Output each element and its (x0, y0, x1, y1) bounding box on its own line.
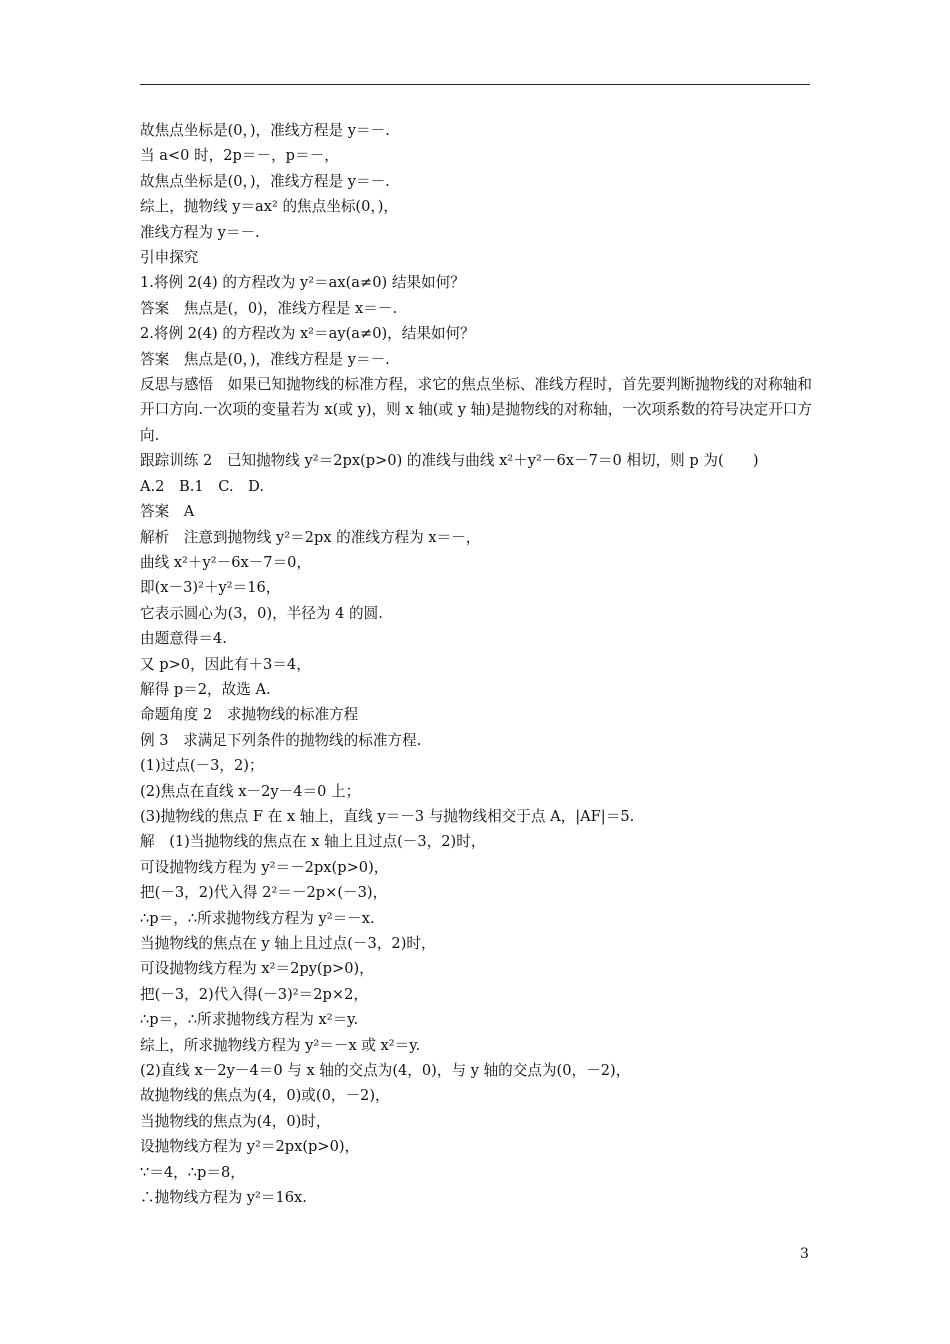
text-line: ∵＝4，∴p＝8， (140, 1163, 245, 1181)
text-line: 解 (1)当抛物线的焦点在 x 轴上且过点(－3，2)时， (140, 833, 486, 851)
text-line: 把(－3，2)代入得 2²＝－2p×(－3)， (140, 884, 388, 902)
exercise-question: 跟踪训练 2 已知抛物线 y²＝2px(p>0) 的准线与曲线 x²＋y²－6x－7＝0 相切，则 p 为( ) (140, 452, 759, 470)
section-heading: 引申探究 (140, 249, 199, 267)
text-line: 把(－3，2)代入得(－3)²＝2p×2， (140, 985, 368, 1003)
text-line: 答案 焦点是(，0)，准线方程是 x＝－. (140, 299, 398, 317)
text-line: 它表示圆心为(3，0)，半径为 4 的圆. (140, 604, 383, 622)
text-line: 当 a<0 时，2p＝－，p＝－， (140, 147, 339, 165)
section-heading: 命题角度 2 求抛物线的标准方程 (140, 706, 359, 724)
document-body (140, 118, 812, 1210)
text-line: 可设抛物线方程为 x²＝2py(p>0)， (140, 960, 374, 978)
text-line: 又 p>0，因此有＋3＝4， (140, 655, 311, 673)
text-line: 故焦点坐标是(0，)，准线方程是 y＝－. (140, 122, 390, 139)
text-line: 可设抛物线方程为 y²＝－2px(p>0)， (140, 858, 389, 876)
text-line: 答案 A (140, 503, 195, 521)
text-line: 答案 焦点是(0，)，准线方程是 y＝－. (140, 350, 390, 368)
header-rule (140, 84, 810, 85)
text-line: ∴抛物线方程为 y²＝16x. (140, 1189, 307, 1207)
page-number: 3 (800, 1246, 809, 1262)
text-line: 解得 p＝2，故选 A. (140, 680, 271, 698)
text-line: (2)焦点在直线 x－2y－4＝0 上； (140, 782, 361, 800)
text-line: 设抛物线方程为 y²＝2px(p>0)， (140, 1138, 360, 1156)
text-line: 当抛物线的焦点为(4，0)时， (140, 1112, 331, 1130)
text-line: 由题意得＝4. (140, 630, 227, 648)
text-line: 即(x－3)²＋y²＝16， (140, 579, 281, 597)
reflection-paragraph: 反思与感悟 如果已知抛物线的标准方程，求它的焦点坐标、准线方程时，首先要判断抛物线的对称轴和开口方向.一次项的变量若为 x(或 y)，则 x 轴(或 y 轴)是抛物线的对称轴，一次项系数的符号决定开口方向. (140, 376, 812, 444)
text-line: (2)直线 x－2y－4＝0 与 x 轴的交点为(4，0)，与 y 轴的交点为(0，－2)， (140, 1062, 631, 1080)
text-line: (1)过点(－3，2)； (140, 757, 264, 775)
text-line: 当抛物线的焦点在 y 轴上且过点(－3，2)时， (140, 935, 436, 952)
text-line: 综上，抛物线 y＝ax² 的焦点坐标(0，)， (140, 198, 398, 216)
exercise-options: A.2 B.1 C. D. (140, 477, 264, 495)
text-line: 2.将例 2(4) 的方程改为 x²＝ay(a≠0)，结果如何？ (140, 325, 475, 343)
text-line: 综上，所求抛物线方程为 y²＝－x 或 x²＝y. (140, 1036, 421, 1054)
text-line: 故焦点坐标是(0，)，准线方程是 y＝－. (140, 172, 390, 190)
text-line: 曲线 x²＋y²－6x－7＝0， (140, 553, 312, 571)
text-line: 准线方程为 y＝－. (140, 223, 260, 241)
text-line: ∴p＝，∴所求抛物线方程为 x²＝y. (140, 1011, 359, 1029)
text-line: 1.将例 2(4) 的方程改为 y²＝ax(a≠0) 结果如何？ (140, 274, 465, 292)
text-line: 故抛物线的焦点为(4，0)或(0，－2)， (140, 1087, 390, 1105)
text-line: 例 3 求满足下列条件的抛物线的标准方程. (140, 731, 422, 749)
text-line: ∴p＝，∴所求抛物线方程为 y²＝－x. (140, 909, 375, 927)
text-line: (3)抛物线的焦点 F 在 x 轴上，直线 y＝－3 与抛物线相交于点 A，|AF|＝5. (140, 807, 635, 825)
text-line: 解析 注意到抛物线 y²＝2px 的准线方程为 x＝－， (140, 528, 481, 546)
